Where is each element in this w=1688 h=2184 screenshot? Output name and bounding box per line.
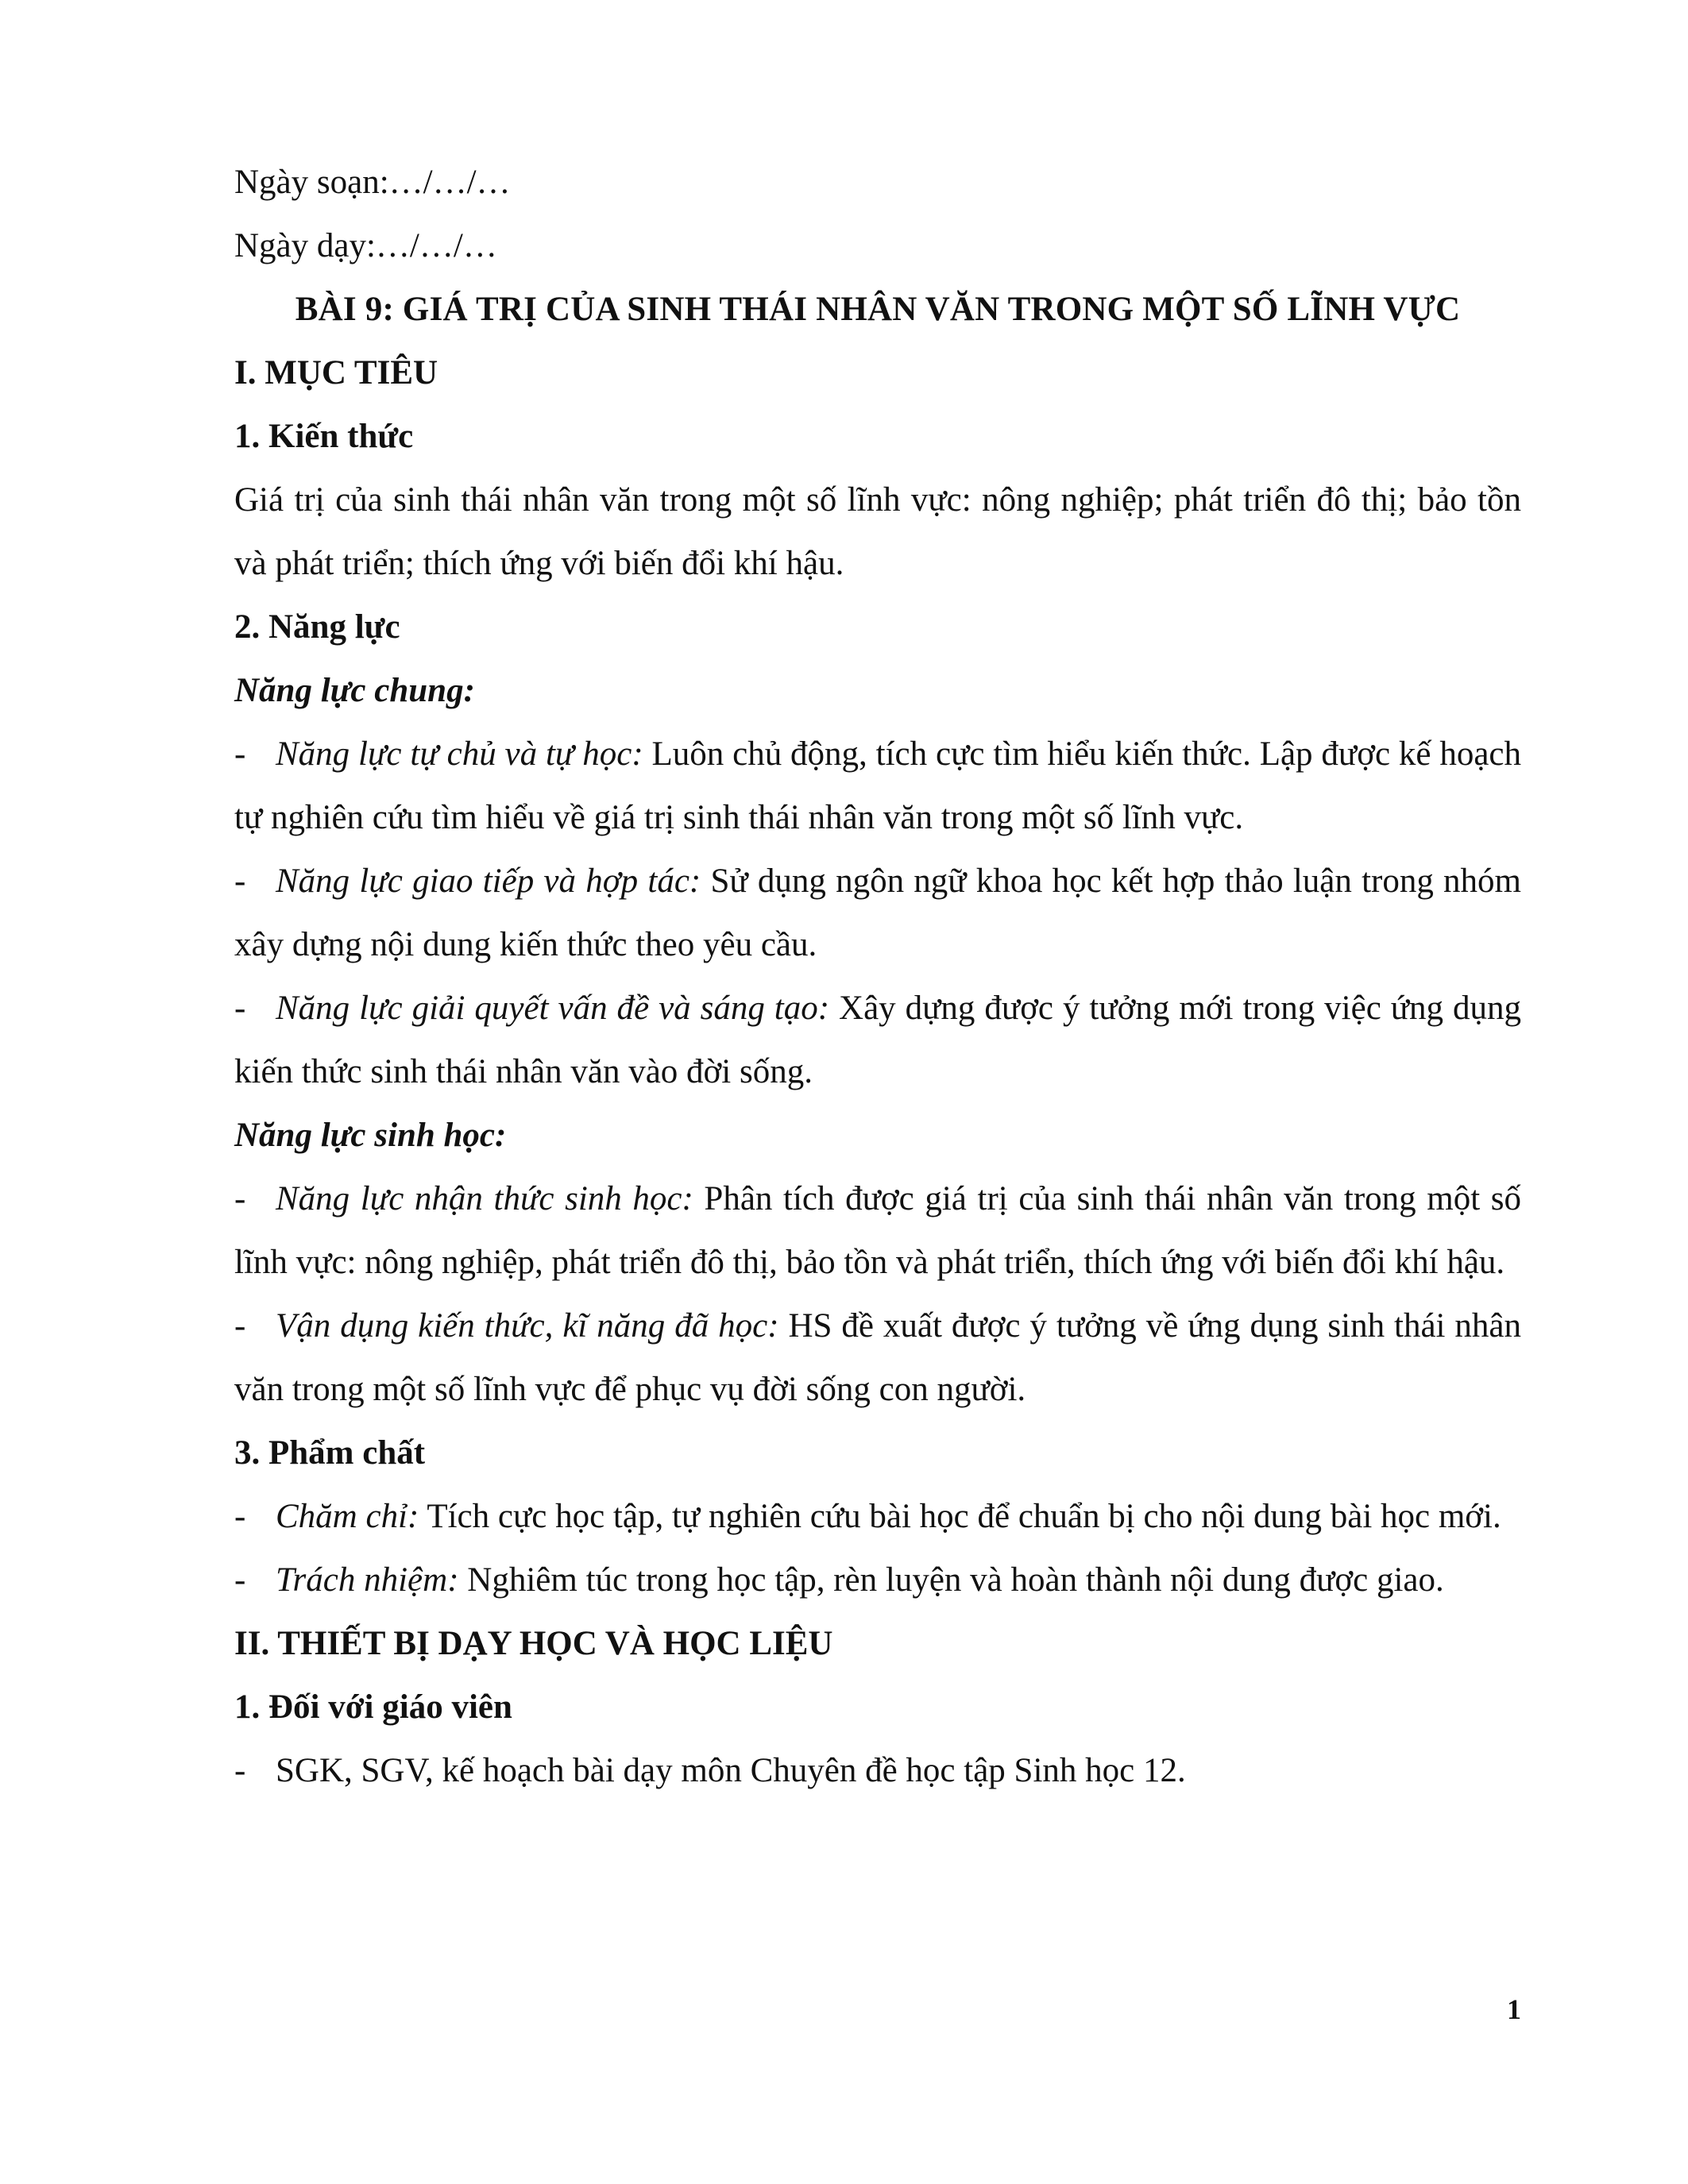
section-equipment-heading: II. THIẾT BỊ DẠY HỌC VÀ HỌC LIỆU [234, 1625, 833, 1662]
item-text: SGK, SGV, kế hoạch bài dạy môn Chuyên đề học tập Sinh học 12. [276, 1752, 1186, 1789]
item-label: Năng lực giải quyết vấn đề và sáng tạo: [276, 990, 830, 1027]
item-label: Năng lực tự chủ và tự học: [276, 735, 643, 773]
list-dash: - [234, 862, 246, 900]
list-dash: - [234, 1752, 246, 1789]
list-item [234, 1485, 1521, 1549]
item-label: Chăm chỉ: [276, 1498, 419, 1535]
list-item [234, 850, 1521, 977]
list-item [234, 1167, 1521, 1295]
competence-heading: 2. Năng lực [234, 608, 400, 646]
knowledge-text: Giá trị của sinh thái nhân văn trong một số lĩnh vực: nông nghiệp; phát triển đô thị; bảo tồn và phát triển; thích ứng với biến đổi khí hậu. [234, 481, 1521, 582]
list-item [234, 1295, 1521, 1422]
list-dash: - [234, 1307, 246, 1345]
item-text: Xây dựng được ý tưởng mới trong việc ứng dụng kiến thức sinh thái nhân văn vào đời sống. [234, 990, 1522, 1090]
list-dash: - [234, 990, 246, 1027]
lesson-title: BÀI 9: GIÁ TRỊ CỦA SINH THÁI NHÂN VĂN TRONG MỘT SỐ LĨNH VỰC [295, 291, 1461, 328]
teacher-heading: 1. Đối với giáo viên [234, 1688, 512, 1726]
item-label: Vận dụng kiến thức, kĩ năng đã học: [276, 1307, 779, 1345]
item-text: Sử dụng ngôn ngữ khoa học kết hợp thảo luận trong nhóm xây dựng nội dung kiến thức theo yêu cầu. [234, 862, 1521, 963]
document-body [234, 151, 1521, 1803]
list-item [234, 1549, 1521, 1612]
item-label: Năng lực nhận thức sinh học: [276, 1180, 693, 1217]
qualities-heading: 3. Phẩm chất [234, 1434, 426, 1472]
item-text: Luôn chủ động, tích cực tìm hiểu kiến thức. Lập được kế hoạch tự nghiên cứu tìm hiểu về giá trị sinh thái nhân văn trong một số lĩnh vực. [234, 735, 1521, 836]
item-text: Nghiêm túc trong học tập, rèn luyện và hoàn thành nội dung được giao. [458, 1561, 1444, 1599]
item-text: Phân tích được giá trị của sinh thái nhân văn trong một số lĩnh vực: nông nghiệp, phát triển đô thị, bảo tồn và phát triển, thích ứng với biến đổi khí hậu. [234, 1180, 1521, 1281]
bio-competence-heading: Năng lực sinh học: [234, 1117, 507, 1154]
page-number: 1 [1507, 1993, 1521, 2025]
date-taught: Ngày dạy:…/…/… [234, 227, 497, 264]
section-objectives-heading: I. MỤC TIÊU [234, 354, 438, 392]
item-text: Tích cực học tập, tự nghiên cứu bài học để chuẩn bị cho nội dung bài học mới. [419, 1498, 1501, 1535]
list-item [234, 1739, 1521, 1803]
list-item [234, 723, 1521, 850]
list-dash: - [234, 735, 246, 773]
list-item [234, 977, 1521, 1104]
list-dash: - [234, 1498, 246, 1535]
item-label: Trách nhiệm: [276, 1561, 459, 1599]
item-text: HS đề xuất được ý tưởng về ứng dụng sinh thái nhân văn trong một số lĩnh vực để phục vụ đời sống con người. [234, 1307, 1522, 1408]
list-dash: - [234, 1561, 246, 1599]
knowledge-heading: 1. Kiến thức [234, 418, 414, 455]
general-competence-heading: Năng lực chung: [234, 672, 475, 709]
date-prepared: Ngày soạn:…/…/… [234, 164, 511, 201]
item-label: Năng lực giao tiếp và hợp tác: [276, 862, 701, 900]
list-dash: - [234, 1180, 246, 1217]
